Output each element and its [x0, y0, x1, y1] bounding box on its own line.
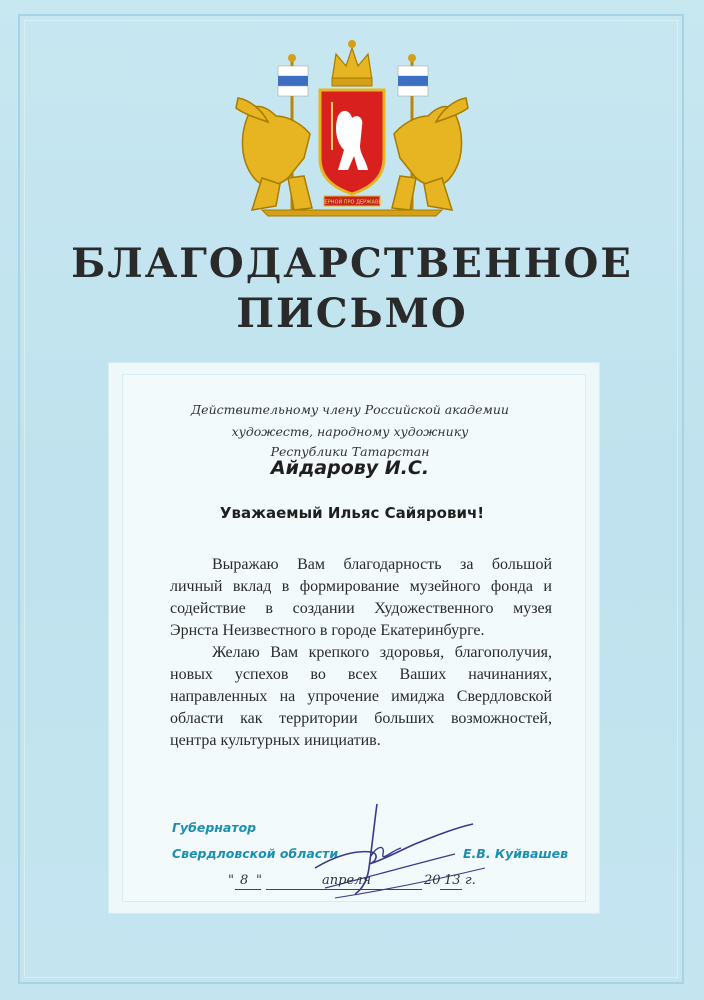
date-close-quote: ": [256, 873, 262, 888]
shield-icon: [320, 90, 384, 194]
document-title-line1: БЛАГОДАРСТВЕННОЕ: [71, 240, 633, 287]
paragraph2-line: направленных на упрочение имиджа Свердловской: [170, 688, 552, 705]
signer-position-line1: Губернатор: [172, 820, 257, 835]
svg-text:ВЕРНОЙ ПРО ДЕРЖАВЫ: ВЕРНОЙ ПРО ДЕРЖАВЫ: [321, 199, 383, 206]
coat-of-arms-emblem: [232, 38, 472, 220]
date-year-suffix: 13: [444, 873, 461, 888]
recipient-name: Айдарову И.С.: [270, 457, 430, 479]
date-day: 8: [240, 873, 249, 888]
greeting: Уважаемый Ильяс Сайярович!: [219, 504, 485, 522]
paragraph1-line: личный вклад в формирование музейного фонда и: [170, 578, 552, 595]
signer-name: Е.В. Куйвашев: [463, 846, 569, 861]
paragraph2-line: центра культурных инициатив.: [170, 732, 381, 749]
paragraph1-line: Эрнста Неизвестного в городе Екатеринбурге.: [170, 622, 485, 639]
handwritten-signature: [305, 798, 495, 908]
left-griffin-icon: [236, 98, 312, 210]
paragraph2-line: Желаю Вам крепкого здоровья, благополучия,: [212, 644, 552, 661]
motto-ribbon: [321, 196, 383, 206]
date-year-abbrev: г.: [465, 873, 476, 888]
date-year-prefix: 20: [424, 873, 441, 888]
date-open-quote: ": [228, 873, 234, 888]
month-underline: [266, 889, 422, 890]
year-underline: [440, 889, 462, 890]
paragraph2-line: новых успехов во всех Ваших начинаниях,: [170, 666, 552, 683]
paragraph1-line: Выражаю Вам благодарность за большой: [212, 556, 552, 573]
crown-icon: [332, 40, 372, 86]
recipient-line3: Республики Татарстан: [270, 444, 430, 459]
paragraph1-line: содействие в создании Художественного музея: [170, 600, 552, 617]
document-title-line2: ПИСЬМО: [236, 290, 468, 337]
right-griffin-icon: [392, 98, 468, 210]
date-month: апреля: [322, 873, 372, 888]
recipient-line2: художеств, народному художнику: [231, 424, 469, 439]
day-underline: [235, 889, 261, 890]
recipient-line1: Действительному члену Российской академии: [191, 402, 509, 417]
paragraph2-line: области как территории больших возможностей,: [170, 710, 552, 727]
signer-position-line2: Свердловской области: [172, 846, 339, 861]
